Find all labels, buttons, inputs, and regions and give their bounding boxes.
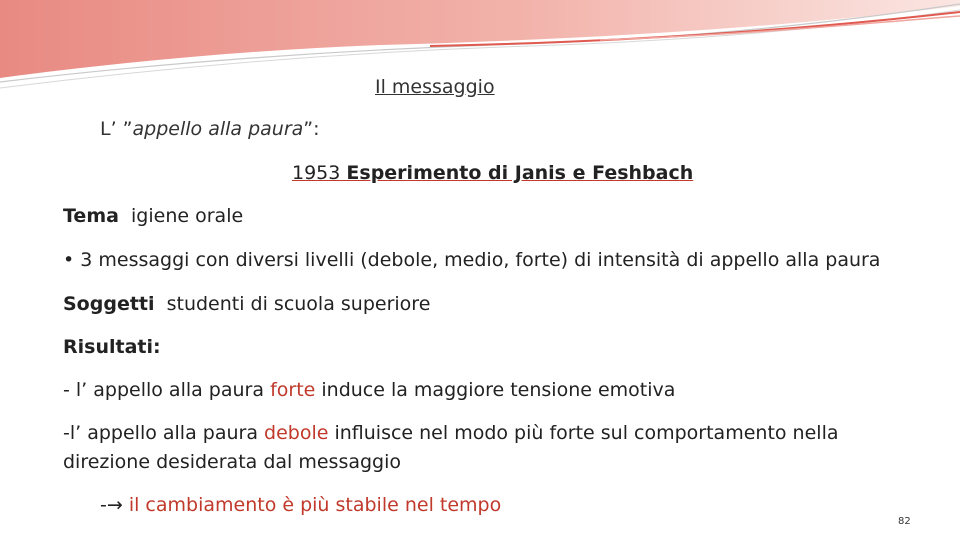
subtitle-suffix: ”: <box>303 118 320 140</box>
bullet-messages: • 3 messaggi con diversi livelli (debole, medio, forte) di intensità di appello alla paura <box>63 249 881 271</box>
result-2-after: influisce nel modo più forte sul comportamento nella <box>328 422 839 444</box>
result-1-before: - l’ appello alla paura <box>63 379 271 401</box>
result-2 <box>63 422 839 444</box>
tema-label: Tema <box>63 205 119 227</box>
page-number: 82 <box>898 516 911 527</box>
result-2-line-2: direzione desiderata dal messaggio <box>63 451 402 473</box>
soggetti-label: Soggetti <box>63 293 155 315</box>
conclusion-text: il cambiamento è più stabile nel tempo <box>128 494 502 516</box>
conclusion <box>100 494 501 516</box>
slide-title: Il messaggio <box>375 76 495 98</box>
subtitle-prefix: L’ ” <box>100 118 133 140</box>
tema-line <box>63 205 243 227</box>
experiment-title: Esperimento di Janis e Feshbach <box>346 162 694 184</box>
experiment-year: 1953 <box>292 162 347 184</box>
subtitle-italic: appello alla paura <box>132 118 304 140</box>
soggetti-text: studenti di scuola superiore <box>154 293 431 315</box>
result-2-before: -l’ appello alla paura <box>63 422 265 444</box>
result-1 <box>63 379 675 401</box>
arrow-icon: -→ <box>100 494 129 516</box>
result-1-highlight: forte <box>270 379 316 401</box>
result-1-after: induce la maggiore tensione emotiva <box>315 379 676 401</box>
risultati-label: Risultati: <box>63 336 161 358</box>
tema-text: igiene orale <box>118 205 244 227</box>
subtitle <box>100 118 320 140</box>
result-2-highlight: debole <box>264 422 329 444</box>
soggetti-line <box>63 293 430 315</box>
experiment-heading <box>292 162 693 184</box>
